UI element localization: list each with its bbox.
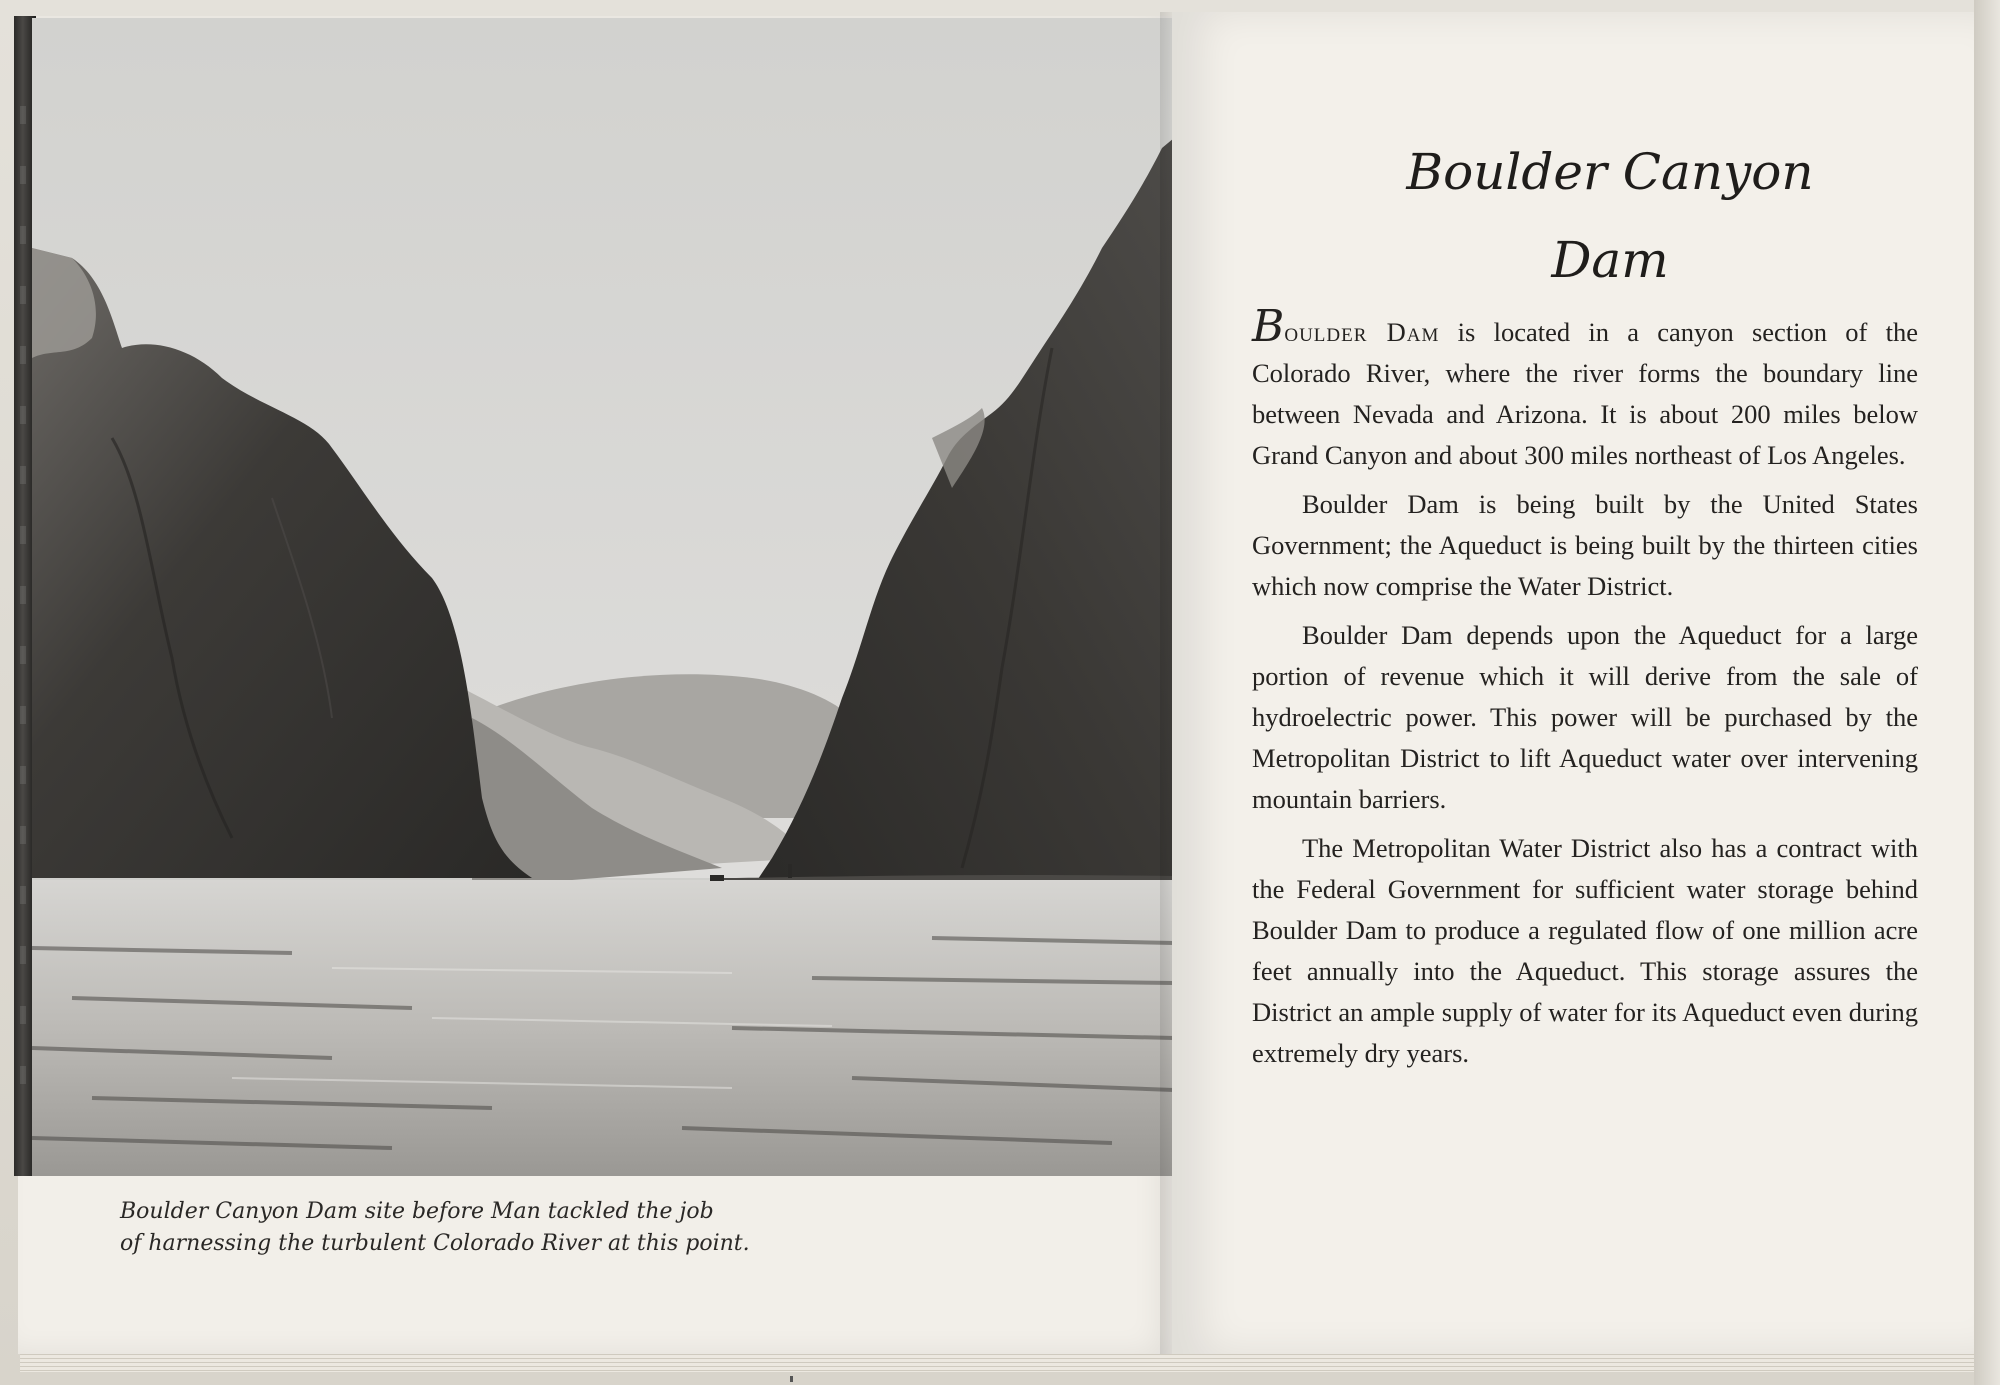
paragraph-1: [1252, 301, 1918, 476]
photo-illustration: [32, 18, 1174, 1176]
drop-cap: B: [1252, 301, 1285, 352]
paragraph-4: The Metropolitan Water District also has a contract with the Federal Government for sufficient water storage behind Boulder Dam to produce a regulated flow of one million acre feet annually into the Aqueduct. This storage assures the District an ample supply of water for its Aqueduct even during extremely dry years.: [1252, 833, 1918, 1068]
lead-in-smallcaps: oulder Dam: [1284, 317, 1440, 347]
paragraph-2: Boulder Dam is being built by the United States Government; the Aqueduct is being built by the thirteen cities which now comprise the Water District.: [1252, 489, 1918, 601]
title-line-1: Boulder Canyon: [1406, 143, 1814, 201]
photo-caption: [120, 1196, 880, 1260]
caption-line-2: of harnessing the turbulent Colorado River at this point.: [120, 1231, 750, 1256]
paper-speck: [790, 1376, 793, 1382]
paragraph-3: Boulder Dam depends upon the Aqueduct for a large portion of revenue which it will derive from the sale of hydroelectric power. This power will be purchased by the Metropolitan District to lift Aqueduct water over intervening mountain barriers.: [1252, 620, 1918, 814]
article-body: [1252, 301, 1918, 1082]
page-title: [1240, 128, 1980, 304]
page-edge-right: [1974, 0, 2000, 1385]
paragraph-1-text: is located in a canyon section of the Colorado River, where the river forms the boundary line between Nevada and Arizona. It is about 200 miles below Grand Canyon and about 300 miles northeast of Los Angeles.: [1252, 317, 1918, 470]
title-line-2: Dam: [1551, 231, 1669, 289]
canyon-river-photo: [32, 18, 1174, 1176]
caption-line-1: Boulder Canyon Dam site before Man tackled the job: [120, 1199, 714, 1224]
